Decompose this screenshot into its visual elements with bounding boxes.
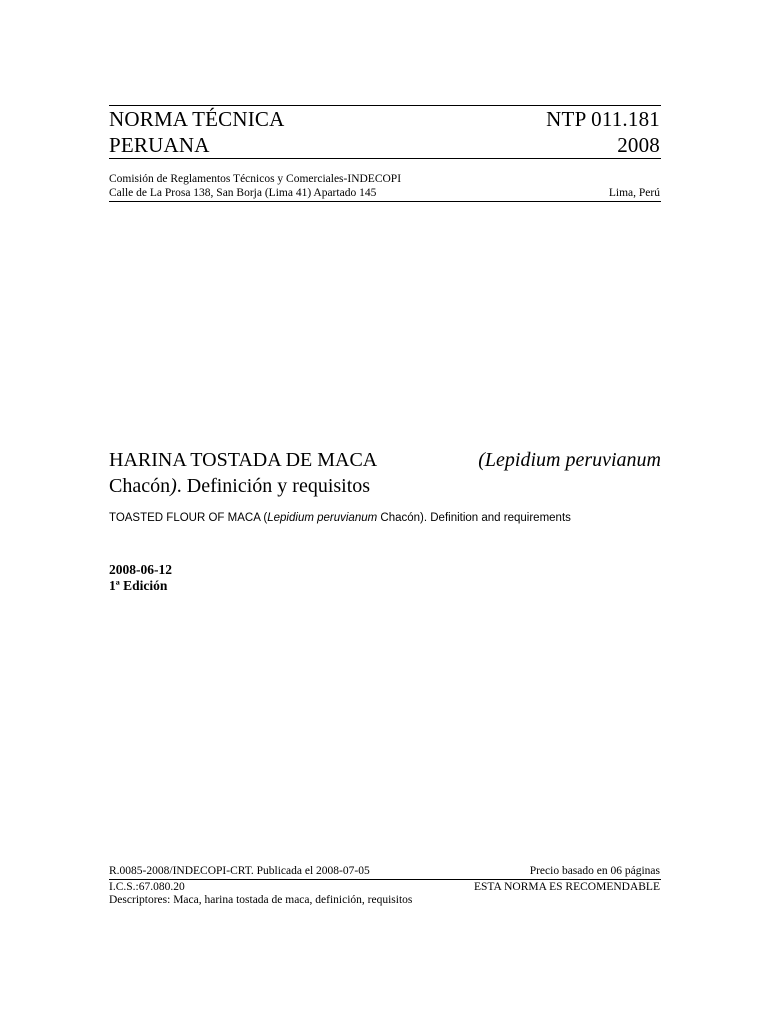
commission-name: Comisión de Reglamentos Técnicos y Comerciales-INDECOPI bbox=[109, 173, 402, 185]
header-rule bbox=[109, 158, 661, 159]
english-title-pre: TOASTED FLOUR OF MACA ( bbox=[109, 512, 268, 524]
edition-label: 1ª Edición bbox=[109, 578, 168, 593]
ics-code: I.C.S.:67.080.20 bbox=[109, 881, 185, 893]
title-text-3: . Definición y requisitos bbox=[176, 475, 371, 497]
english-title-scientific: Lepidium peruvianum bbox=[267, 512, 378, 524]
title-paren: ) bbox=[170, 475, 177, 497]
title-scientific-name: (Lepidium peruvianum bbox=[478, 449, 661, 471]
ntp-year: 2008 bbox=[617, 133, 660, 157]
edition-date: 2008-06-12 bbox=[109, 562, 172, 577]
resolution-text: R.0085-2008/INDECOPI-CRT. Publicada el 2008-07-05 bbox=[109, 865, 370, 877]
commission-city: Lima, Perú bbox=[608, 187, 660, 199]
norma-tecnica-label: NORMA TÉCNICA bbox=[109, 107, 285, 131]
title-text-1: HARINA TOSTADA DE MACA bbox=[109, 449, 378, 471]
title-text-2: Chacón bbox=[109, 475, 171, 497]
descriptors-text: Descriptores: Maca, harina tostada de maca, definición, requisitos bbox=[109, 894, 413, 906]
commission-rule bbox=[109, 201, 661, 202]
english-title bbox=[109, 512, 571, 524]
peruana-label: PERUANA bbox=[109, 133, 210, 157]
commission-address: Calle de La Prosa 138, San Borja (Lima 41) Apartado 145 bbox=[109, 187, 377, 199]
price-text: Precio basado en 06 páginas bbox=[529, 865, 660, 877]
document-title bbox=[109, 447, 661, 499]
ntp-code: NTP 011.181 bbox=[546, 107, 660, 131]
english-title-post: Chacón). Definition and requirements bbox=[377, 512, 571, 524]
recommendation-text: ESTA NORMA ES RECOMENDABLE bbox=[474, 881, 660, 893]
